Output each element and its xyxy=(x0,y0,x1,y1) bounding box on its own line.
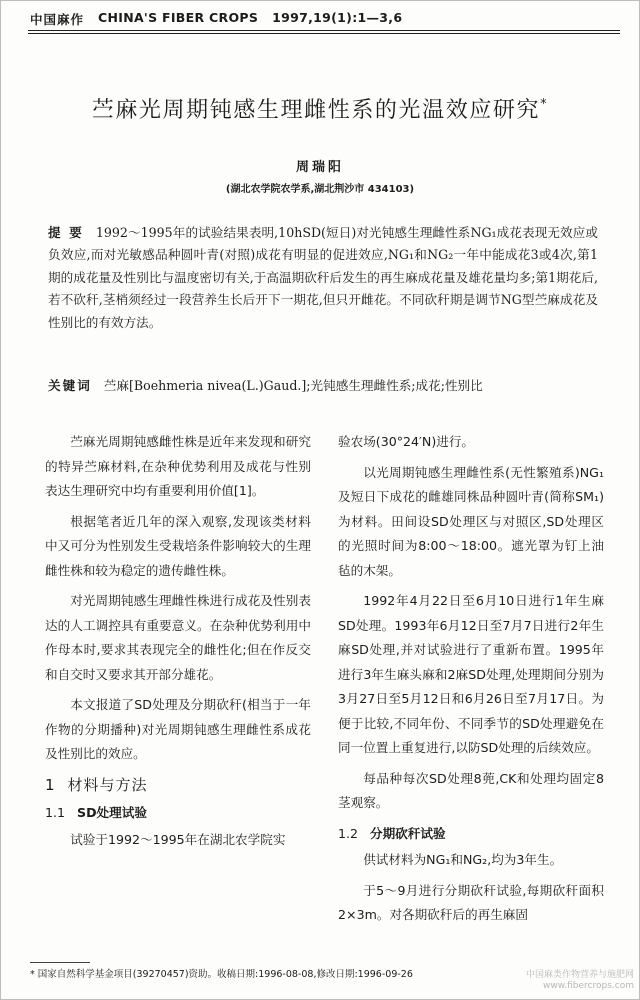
abstract xyxy=(48,222,598,334)
title-text: 苎麻光周期钝感生理雌性系的光温效应研究 xyxy=(91,98,541,123)
subsection-number: 1.1 xyxy=(45,805,66,820)
paragraph: 供试材料为NG₁和NG₂,均为3年生。 xyxy=(363,852,563,867)
paragraph: 本文报道了SD处理及分期砍秆(相当于一年作物的分期播种)对光周期钝感生理雌性系成花及性别比的效应。 xyxy=(45,697,311,761)
header-rule-thin xyxy=(28,33,620,34)
keywords-text: 苎麻[Boehmeria nivea(L.)Gaud.];光钝感生理雌性系;成花;性别比 xyxy=(103,378,483,393)
left-column xyxy=(45,430,311,858)
running-header xyxy=(30,10,610,28)
section-heading xyxy=(45,773,311,798)
watermark-line: 中国麻类作物营养与施肥网 xyxy=(525,970,634,980)
footnote: * 国家自然科学基金项目(39270457)资助。收稿日期:1996-08-08,修改日期:1996-09-26 xyxy=(30,969,413,980)
subsection-heading xyxy=(45,801,311,826)
header-rule xyxy=(28,30,620,31)
subsection-title: SD处理试验 xyxy=(77,805,147,820)
watermark xyxy=(526,970,634,992)
subsection-number: 1.2 xyxy=(338,825,359,841)
watermark-line: www.fibercrops.com xyxy=(543,981,634,991)
paper-title xyxy=(0,93,640,124)
paragraph: 于5～9月进行分期砍秆试验,每期砍秆面积2×3m。对各期砍秆后的再生麻固 xyxy=(338,882,604,922)
subsection-heading xyxy=(338,822,604,847)
paragraph: 试验于1992～1995年在湖北农学院实 xyxy=(70,831,286,847)
abstract-label: 提 要 xyxy=(48,225,84,240)
section-number: 1 xyxy=(45,775,56,794)
keywords xyxy=(48,375,608,397)
paragraph: 1992年4月22日至6月10日进行1年生麻SD处理。1993年6月12日至7月7日进行2年生麻SD处理,并对试验进行了重新布置。1995年进行3年生麻头麻和2麻SD处理,处理期间分别为3月27日至5月12日和6月26日至7月17日。为便于比较,不同年份、不同季节的SD处理避免在同一位置上重复进行,以防SD处理的后续效应。 xyxy=(338,593,604,755)
paragraph: 每品种每次SD处理8蔸,CK和处理均固定8茎观察。 xyxy=(338,770,604,810)
section-title: 材料与方法 xyxy=(67,775,148,794)
citation: 1997,19(1):1—3,6 xyxy=(272,10,403,25)
subsection-title: 分期砍秆试验 xyxy=(370,825,446,841)
keywords-label: 关键词 xyxy=(48,378,92,393)
title-footnote-mark: * xyxy=(540,97,549,112)
right-column xyxy=(338,430,604,934)
journal-name-en: CHINA'S FIBER CROPS xyxy=(98,10,259,25)
paragraph-continued: 验农场(30°24′N)进行。 xyxy=(338,434,475,449)
affiliation: (湖北农学院农学系,湖北荆沙市 434103) xyxy=(225,184,415,195)
author: 周瑞阳 xyxy=(295,160,344,175)
paragraph: 以光周期钝感生理雌性系(无性繁殖系)NG₁及短日下成花的雌雄同株品种圆叶青(简称SM₁)为材料。田间设SD处理区与对照区,SD处理区的光照时间为8:00～18:00。遮光罩为钉上油毡的木架。 xyxy=(338,464,604,578)
abstract-text: 1992～1995年的试验结果表明,10hSD(短日)对光钝感生理雌性系NG₁成花表现无效应或负效应,而对光敏感品种圆叶青(对照)成花有明显的促进效应,NG₁和NG₂一年中能成花3或4次,第1期的成花量及性别比与温度密切有关,于高温期砍秆后发生的再生麻成花量及雄花量均多;第1期花后,若不砍秆,茎梢须经过一段营养生长后开下一期花,但只开雌花。不同砍秆期是调节NG型苎麻成花及性别比的有效方法。 xyxy=(48,225,599,330)
journal-name-cn: 中国麻作 xyxy=(30,12,85,27)
paragraph: 苎麻光周期钝感雌性株是近年来发现和研究的特异苎麻材料,在杂种优势利用及成花与性别表达生理研究中均有重要利用价值[1]。 xyxy=(45,434,311,498)
paragraph: 根据笔者近几年的深入观察,发现该类材料中又可分为性别发生受栽培条件影响较大的生理雌性株和较为稳定的遗传雌性株。 xyxy=(45,513,311,578)
footnote-rule xyxy=(30,962,90,963)
paragraph: 对光周期钝感生理雌性株进行成花及性别表达的人工调控具有重要意义。在杂种优势利用中作母本时,要求其表现完全的雌性化;但在作反交和自交时又要求其开部分雄花。 xyxy=(45,593,311,682)
